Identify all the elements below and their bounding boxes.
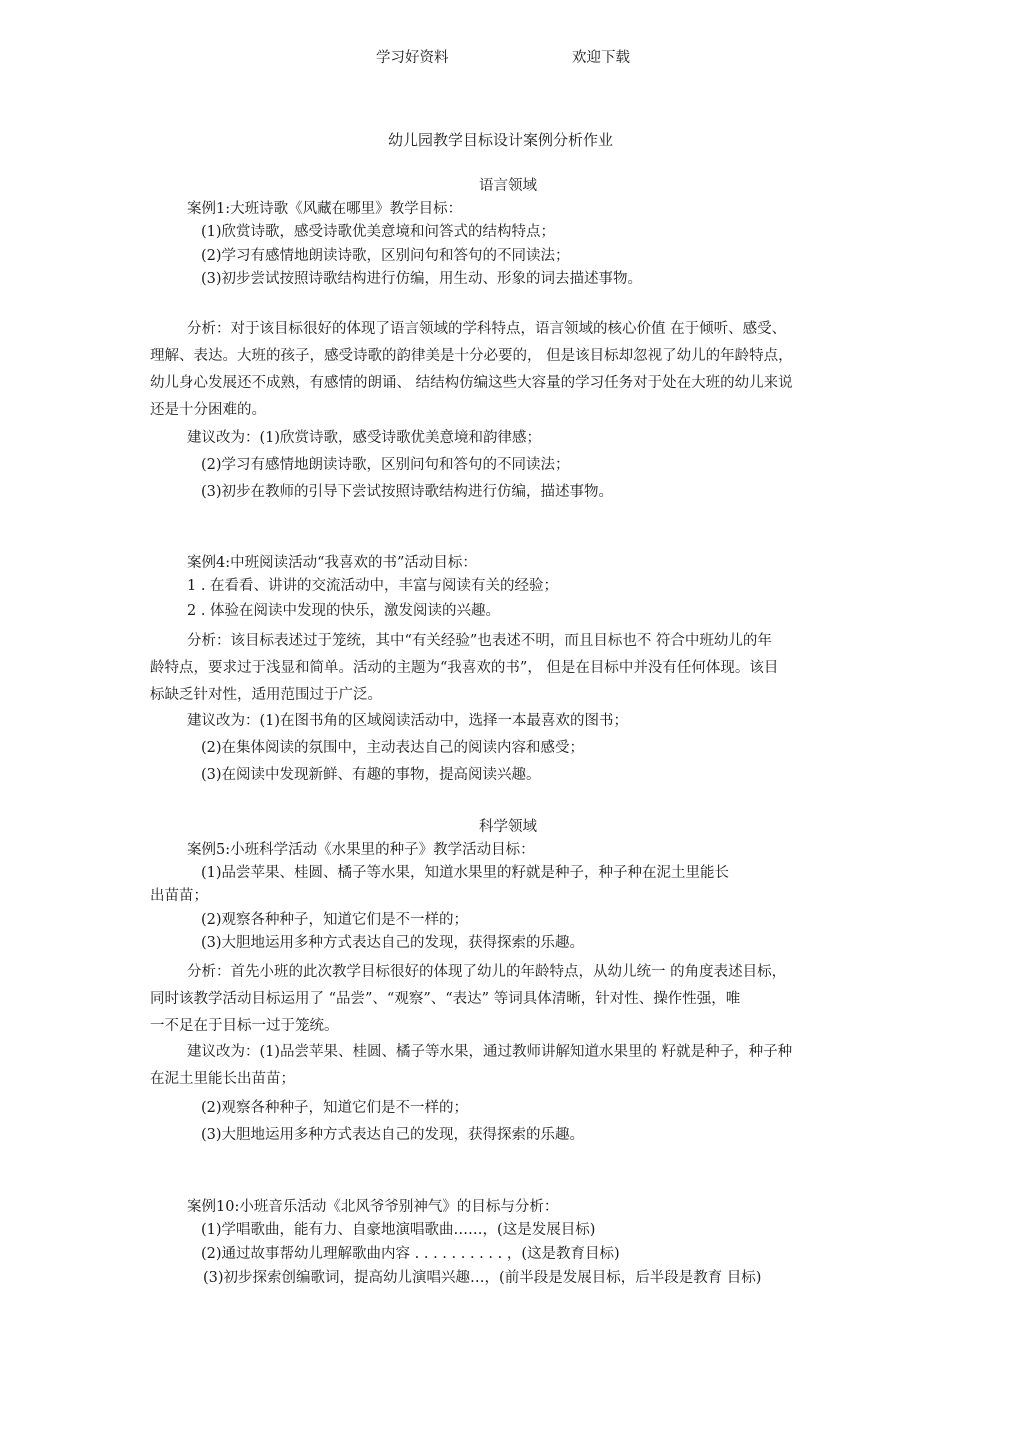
case4-suggestion-1: 建议改为：(1)在图书角的区域阅读活动中，选择一本最喜欢的图书； [187, 713, 629, 729]
case4-suggestion-3: (3)在阅读中发现新鲜、有趣的事物，提高阅读兴趣。 [201, 767, 541, 783]
case5-heading: 案例5:小班科学活动《水果里的种子》教学活动目标： [187, 842, 535, 858]
case10-goal-2: (2)通过故事帮幼儿理解歌曲内容 . . . . . . . . . . ，(这是教育目标) [201, 1246, 620, 1262]
case5-suggestion-2: (2)观察各种种子，知道它们是不一样的； [201, 1100, 469, 1116]
header-left: 学习好资料 [376, 50, 449, 66]
case1-analysis-line-4: 还是十分困难的。 [150, 402, 266, 418]
section-science: 科学领域 [479, 819, 537, 835]
case4-goal-1: 1 . 在看看、讲讲的交流活动中，丰富与阅读有关的经验； [187, 578, 559, 594]
case1-suggestion-1: 建议改为：(1)欣赏诗歌，感受诗歌优美意境和韵律感； [187, 430, 542, 446]
case4-goal-2: 2 . 体验在阅读中发现的快乐，激发阅读的兴趣。 [187, 603, 501, 619]
case5-suggestion-1-cont: 在泥土里能长出苗苗； [150, 1071, 295, 1087]
case10-heading: 案例10:小班音乐活动《北风爷爷别神气》的目标与分析： [187, 1199, 559, 1215]
case4-analysis-line-2: 龄特点，要求过于浅显和简单。活动的主题为“我喜欢的书”， 但是在目标中并没有任何体现。该目 [150, 660, 779, 676]
case4-suggestion-2: (2)在集体阅读的氛围中，主动表达自己的阅读内容和感受； [201, 740, 585, 756]
case1-suggestion-2: (2)学习有感情地朗读诗歌，区别问句和答句的不同读法； [201, 457, 570, 473]
case5-analysis-line-2: 同时该教学活动目标运用了 “品尝”、“观察”、“表达” 等词具体清晰，针对性、操作性强，唯 [150, 991, 741, 1007]
section-language: 语言领域 [479, 178, 537, 194]
case1-goal-3: (3)初步尝试按照诗歌结构进行仿编，用生动、形象的词去描述事物。 [201, 271, 643, 287]
case4-heading: 案例4:中班阅读活动“我喜欢的书”活动目标： [187, 555, 477, 571]
case1-goal-2: (2)学习有感情地朗读诗歌，区别问句和答句的不同读法； [201, 248, 570, 264]
case5-goal-3: (3)大胆地运用多种方式表达自己的发现，获得探索的乐趣。 [201, 935, 585, 951]
case10-goal-1: (1)学唱歌曲，能有力、自豪地演唱歌曲……，(这是发展目标) [201, 1222, 596, 1238]
case4-analysis-line-3: 标缺乏针对性，适用范围过于广泛。 [150, 687, 382, 703]
case5-goal-1-cont: 出苗苗； [150, 888, 208, 904]
document-title: 幼儿园教学目标设计案例分析作业 [388, 131, 614, 149]
case5-suggestion-1: 建议改为：(1)品尝苹果、桂圆、橘子等水果，通过教师讲解知道水果里的 籽就是种子，种子种 [187, 1044, 793, 1060]
case1-analysis-line-1: 分析：对于该目标很好的体现了语言领域的学科特点，语言领域的核心价值 在于倾听、感受、 [187, 321, 787, 337]
case1-heading: 案例1:大班诗歌《风藏在哪里》教学目标： [187, 201, 463, 217]
case1-analysis-line-2: 理解、表达。大班的孩子，感受诗歌的韵律美是十分必要的， 但是该目标却忽视了幼儿的年龄特点， [150, 348, 793, 364]
case5-analysis-line-1: 分析：首先小班的此次教学目标很好的体现了幼儿的年龄特点，从幼儿统一 的角度表述目标， [187, 964, 787, 980]
case5-suggestion-3: (3)大胆地运用多种方式表达自己的发现，获得探索的乐趣。 [201, 1127, 585, 1143]
case1-goal-1: (1)欣赏诗歌，感受诗歌优美意境和问答式的结构特点； [201, 224, 556, 240]
case4-analysis-line-1: 分析：该目标表述过于笼统，其中“有关经验”也表述不明，而且目标也不 符合中班幼儿的年 [187, 633, 772, 649]
case5-analysis-line-3: 一不足在于目标一过于笼统。 [150, 1018, 339, 1034]
case10-goal-3: (3)初步探索创编歌词，提高幼儿演唱兴趣…，(前半段是发展目标，后半段是教育 目标) [203, 1270, 762, 1286]
header-right: 欢迎下载 [572, 50, 630, 66]
case5-goal-1: (1)品尝苹果、桂圆、橘子等水果，知道水果里的籽就是种子，种子种在泥土里能长 [201, 865, 730, 881]
case1-suggestion-3: (3)初步在教师的引导下尝试按照诗歌结构进行仿编，描述事物。 [201, 484, 614, 500]
case5-goal-2: (2)观察各种种子，知道它们是不一样的； [201, 912, 469, 928]
case1-analysis-line-3: 幼儿身心发展还不成熟，有感情的朗诵、 结结构仿编这些大容量的学习任务对于处在大班的幼儿来说 [150, 375, 793, 391]
